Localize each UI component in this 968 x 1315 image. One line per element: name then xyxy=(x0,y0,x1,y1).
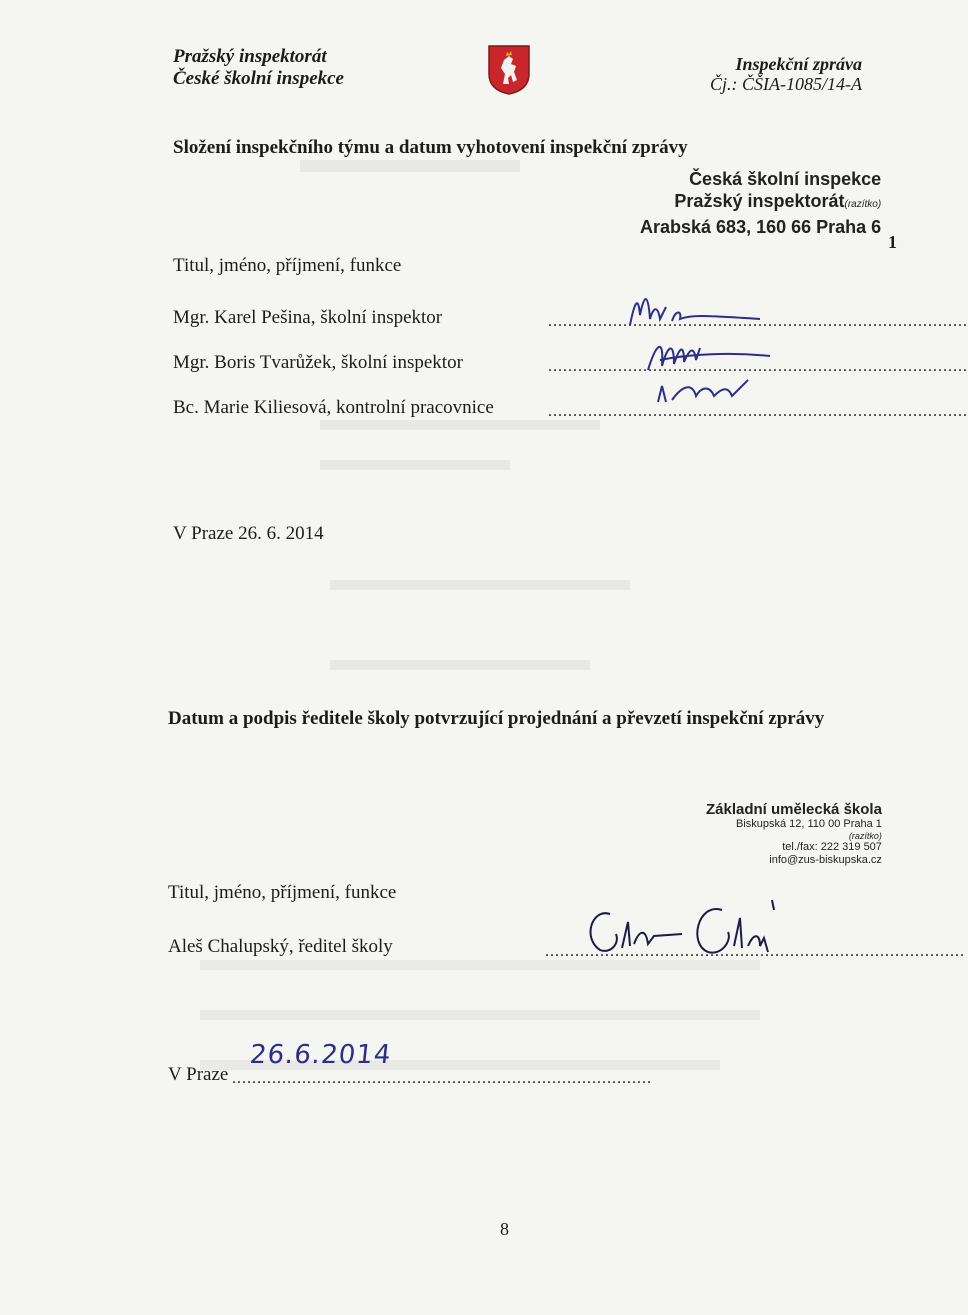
show-through-block xyxy=(320,460,510,470)
signature-chalupsky xyxy=(572,888,792,968)
header-left xyxy=(173,46,344,90)
team-member: Mgr. Boris Tvarůžek, školní inspektor xyxy=(173,352,463,373)
handwritten-date: 26.6.2014 xyxy=(248,1040,393,1070)
signature-pesina xyxy=(620,285,780,335)
signature-line: .................................................................................... xyxy=(545,943,965,960)
signature-tvaruzek xyxy=(640,330,780,378)
stamp-line: Arabská 683, 160 66 Praha 6 xyxy=(640,217,882,237)
team-place-date: V Praze 26. 6. 2014 xyxy=(173,523,324,544)
director-column-label: Titul, jméno, příjmení, funkce xyxy=(168,882,397,903)
stamp-line: Česká školní inspekce xyxy=(689,169,882,189)
show-through-block xyxy=(300,160,520,172)
team-column-label: Titul, jméno, příjmení, funkce xyxy=(173,255,402,276)
inspection-stamp xyxy=(640,168,881,238)
stamp-line: info@zus-biskupska.cz xyxy=(769,854,882,866)
show-through-block xyxy=(330,660,590,670)
signature-line: .................................................................................... xyxy=(548,403,968,420)
director-place-label: V Praze xyxy=(168,1064,229,1085)
team-member: Bc. Marie Kiliesová, kontrolní pracovnice xyxy=(173,397,494,418)
show-through-block xyxy=(200,1010,760,1020)
page-mark: 1 xyxy=(888,232,897,252)
page-number: 8 xyxy=(500,1219,509,1239)
signature-kiliesova xyxy=(652,372,762,416)
stamp-caption: (razítko) xyxy=(844,199,882,210)
team-member: Mgr. Karel Pešina, školní inspektor xyxy=(173,307,443,328)
stamp-line: Základní umělecká škola xyxy=(706,801,882,818)
report-type: Inspekční zpráva xyxy=(735,54,862,74)
header-institution: České školní inspekce xyxy=(173,68,344,89)
show-through-block xyxy=(330,580,630,590)
header-right xyxy=(710,54,862,94)
team-section-heading: Složení inspekčního týmu a datum vyhotovení inspekční zprávy xyxy=(173,137,688,158)
reference-number: Čj.: ČŠIA-1085/14-A xyxy=(710,74,862,94)
stamp-line: Biskupská 12, 110 00 Praha 1 xyxy=(735,818,882,830)
signature-line: .................................................................................... xyxy=(548,313,968,330)
stamp-caption: (razítko) xyxy=(848,831,882,841)
stamp-line: tel./fax: 222 319 507 xyxy=(782,841,882,853)
header-authority: Pražský inspektorát xyxy=(173,46,327,67)
show-through-block xyxy=(320,420,600,430)
stamp-line: Pražský inspektorát(razítko) xyxy=(674,191,882,211)
director-name: Aleš Chalupský, ředitel školy xyxy=(168,936,393,957)
signature-line: .................................................................................... xyxy=(548,358,968,375)
czech-coat-of-arms-icon xyxy=(487,44,531,96)
date-line: .................................................................................... xyxy=(232,1070,652,1087)
school-stamp xyxy=(706,801,882,867)
director-section-heading: Datum a podpis ředitele školy potvrzující projednání a převzetí inspekční zprávy xyxy=(168,708,825,729)
